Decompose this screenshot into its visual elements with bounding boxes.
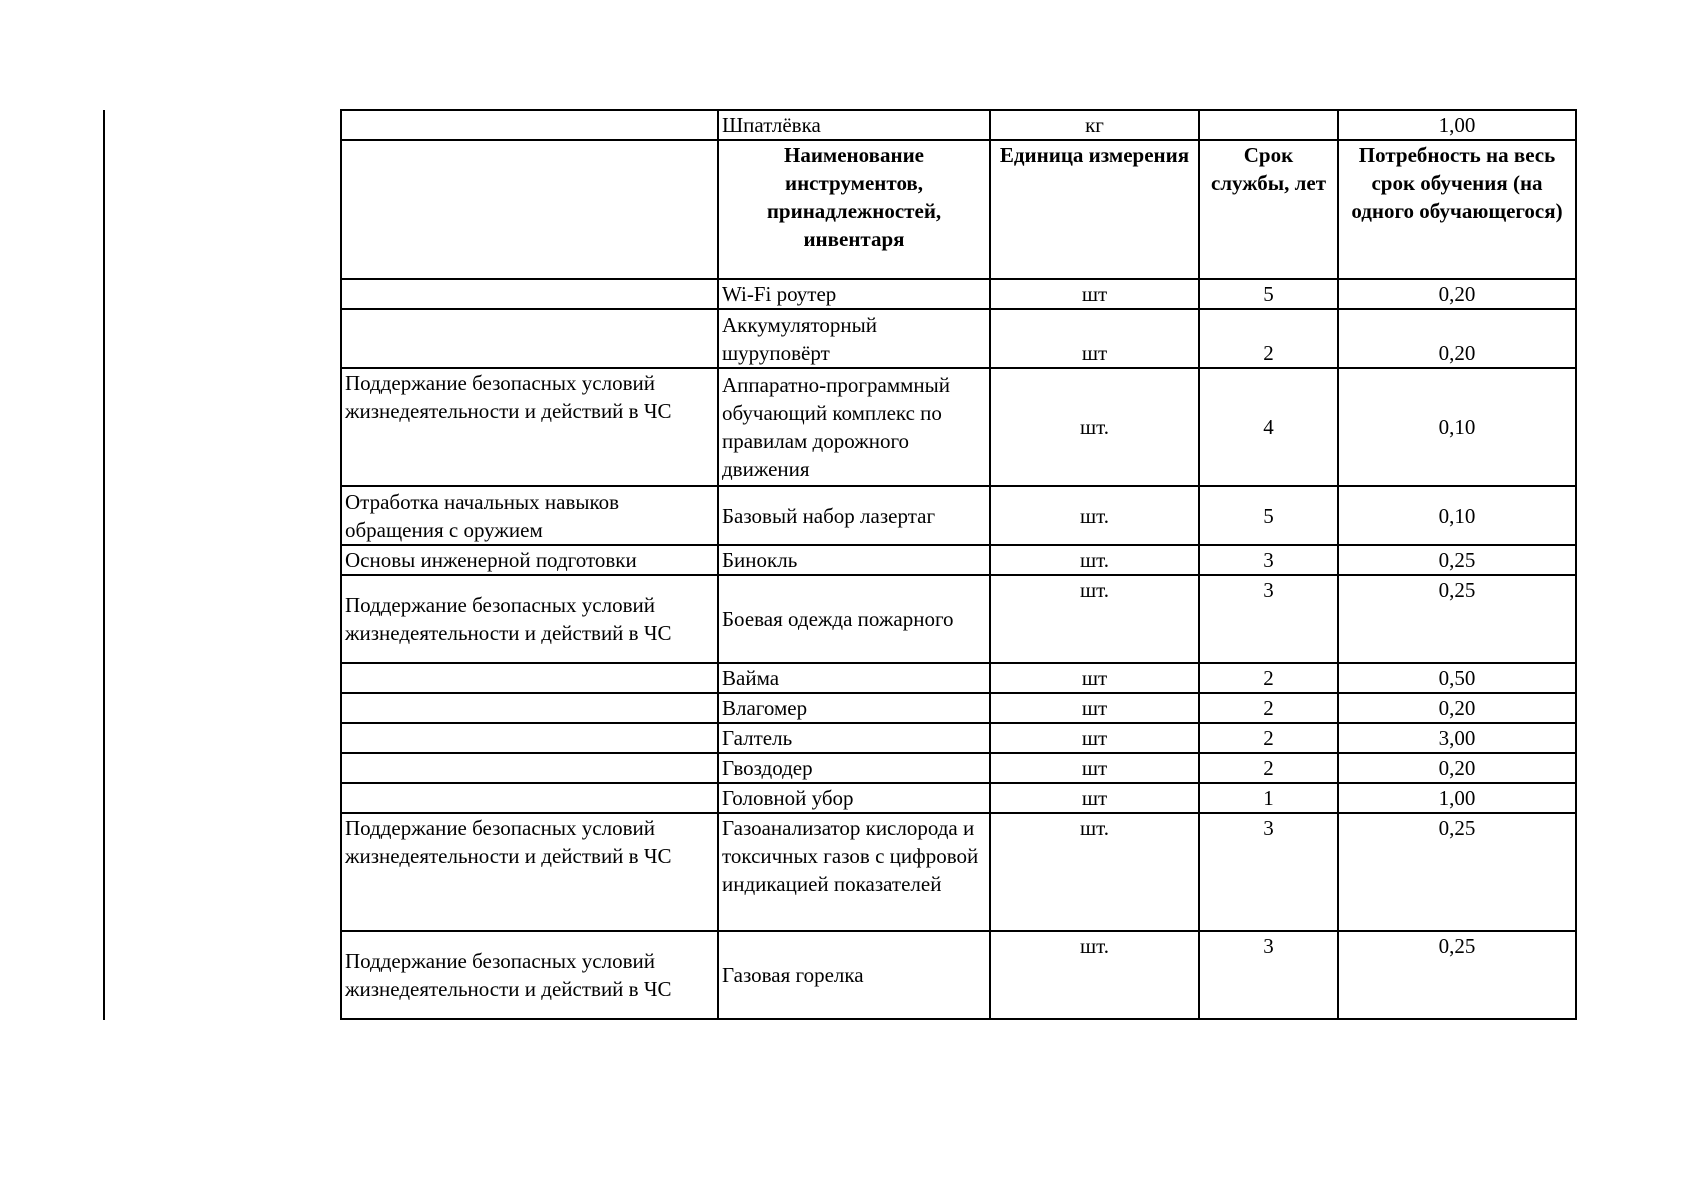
- item-name-cell: Шпатлёвка: [718, 110, 990, 140]
- unit-cell: шт.: [990, 545, 1199, 575]
- need-cell: 0,10: [1338, 368, 1576, 486]
- service-life-cell: 2: [1199, 753, 1338, 783]
- need-cell: 0,10: [1338, 486, 1576, 545]
- table-row: [341, 486, 1576, 545]
- need-cell: 3,00: [1338, 723, 1576, 753]
- module-cell: [341, 279, 718, 309]
- unit-cell: шт.: [990, 368, 1199, 486]
- unit-cell: шт: [990, 279, 1199, 309]
- service-life-cell: 2: [1199, 309, 1338, 368]
- item-name-cell: Бинокль: [718, 545, 990, 575]
- item-name-cell: Головной убор: [718, 783, 990, 813]
- need-cell: 0,20: [1338, 279, 1576, 309]
- table-row: [341, 545, 1576, 575]
- table-row: [341, 813, 1576, 931]
- table-row: [341, 309, 1576, 368]
- module-cell: [341, 723, 718, 753]
- item-name-cell: Газоанализатор кислорода и токсичных газов с цифровой индикацией показателей: [718, 813, 990, 931]
- need-cell: 0,20: [1338, 309, 1576, 368]
- header-name: Наименование инструментов, принадлежностей, инвентаря: [718, 140, 990, 279]
- left-margin-line: [103, 110, 105, 1020]
- service-life-cell: 2: [1199, 693, 1338, 723]
- module-cell: [341, 663, 718, 693]
- unit-cell: шт: [990, 753, 1199, 783]
- module-cell: [341, 693, 718, 723]
- header-row: [341, 140, 1576, 279]
- need-cell: 1,00: [1338, 783, 1576, 813]
- table-row: [341, 693, 1576, 723]
- service-life-cell: 3: [1199, 545, 1338, 575]
- table-row: [341, 663, 1576, 693]
- item-name-cell: Галтель: [718, 723, 990, 753]
- header-module-cell: [341, 140, 718, 279]
- service-life-cell: 2: [1199, 723, 1338, 753]
- module-cell: [341, 753, 718, 783]
- service-life-cell: 4: [1199, 368, 1338, 486]
- module-cell: [341, 309, 718, 368]
- need-cell: 0,25: [1338, 575, 1576, 663]
- unit-cell: шт: [990, 783, 1199, 813]
- table-row: [341, 368, 1576, 486]
- need-cell: 0,20: [1338, 693, 1576, 723]
- table-row: [341, 279, 1576, 309]
- table-row: [341, 110, 1576, 140]
- need-cell: 0,25: [1338, 813, 1576, 931]
- module-cell: Поддержание безопасных условий жизнедеятельности и действий в ЧС: [341, 575, 718, 663]
- unit-cell: шт.: [990, 486, 1199, 545]
- need-cell: 0,20: [1338, 753, 1576, 783]
- unit-cell: шт: [990, 693, 1199, 723]
- inventory-table: [340, 109, 1577, 1020]
- service-life-cell: 3: [1199, 931, 1338, 1019]
- header-unit: Единица измерения: [990, 140, 1199, 279]
- module-cell: Поддержание безопасных условий жизнедеятельности и действий в ЧС: [341, 368, 718, 486]
- unit-cell: шт: [990, 663, 1199, 693]
- service-life-cell: 3: [1199, 813, 1338, 931]
- need-cell: 0,25: [1338, 931, 1576, 1019]
- service-life-cell: 3: [1199, 575, 1338, 663]
- service-life-cell: 1: [1199, 783, 1338, 813]
- table-row: [341, 753, 1576, 783]
- item-name-cell: Базовый набор лазертаг: [718, 486, 990, 545]
- service-life-cell: [1199, 110, 1338, 140]
- module-cell: Поддержание безопасных условий жизнедеятельности и действий в ЧС: [341, 813, 718, 931]
- service-life-cell: 5: [1199, 486, 1338, 545]
- module-cell: Основы инженерной подготовки: [341, 545, 718, 575]
- item-name-cell: Wi-Fi роутер: [718, 279, 990, 309]
- header-service-life: Срок службы, лет: [1199, 140, 1338, 279]
- service-life-cell: 2: [1199, 663, 1338, 693]
- need-cell: 0,25: [1338, 545, 1576, 575]
- unit-cell: кг: [990, 110, 1199, 140]
- need-cell: 1,00: [1338, 110, 1576, 140]
- unit-cell: шт: [990, 723, 1199, 753]
- item-name-cell: Газовая горелка: [718, 931, 990, 1019]
- module-cell: [341, 783, 718, 813]
- unit-cell: шт.: [990, 575, 1199, 663]
- table-row: [341, 931, 1576, 1019]
- unit-cell: шт: [990, 309, 1199, 368]
- unit-cell: шт.: [990, 931, 1199, 1019]
- module-cell: Отработка начальных навыков обращения с оружием: [341, 486, 718, 545]
- service-life-cell: 5: [1199, 279, 1338, 309]
- item-name-cell: Аппаратно-программный обучающий комплекс по правилам дорожного движения: [718, 368, 990, 486]
- need-cell: 0,50: [1338, 663, 1576, 693]
- module-cell: [341, 110, 718, 140]
- header-need: Потребность на весь срок обучения (на одного обучающегося): [1338, 140, 1576, 279]
- module-cell: Поддержание безопасных условий жизнедеятельности и действий в ЧС: [341, 931, 718, 1019]
- item-name-cell: Гвоздодер: [718, 753, 990, 783]
- item-name-cell: Аккумуляторный шуруповёрт: [718, 309, 990, 368]
- unit-cell: шт.: [990, 813, 1199, 931]
- table-row: [341, 723, 1576, 753]
- table-row: [341, 783, 1576, 813]
- item-name-cell: Боевая одежда пожарного: [718, 575, 990, 663]
- item-name-cell: Вайма: [718, 663, 990, 693]
- item-name-cell: Влагомер: [718, 693, 990, 723]
- table-row: [341, 575, 1576, 663]
